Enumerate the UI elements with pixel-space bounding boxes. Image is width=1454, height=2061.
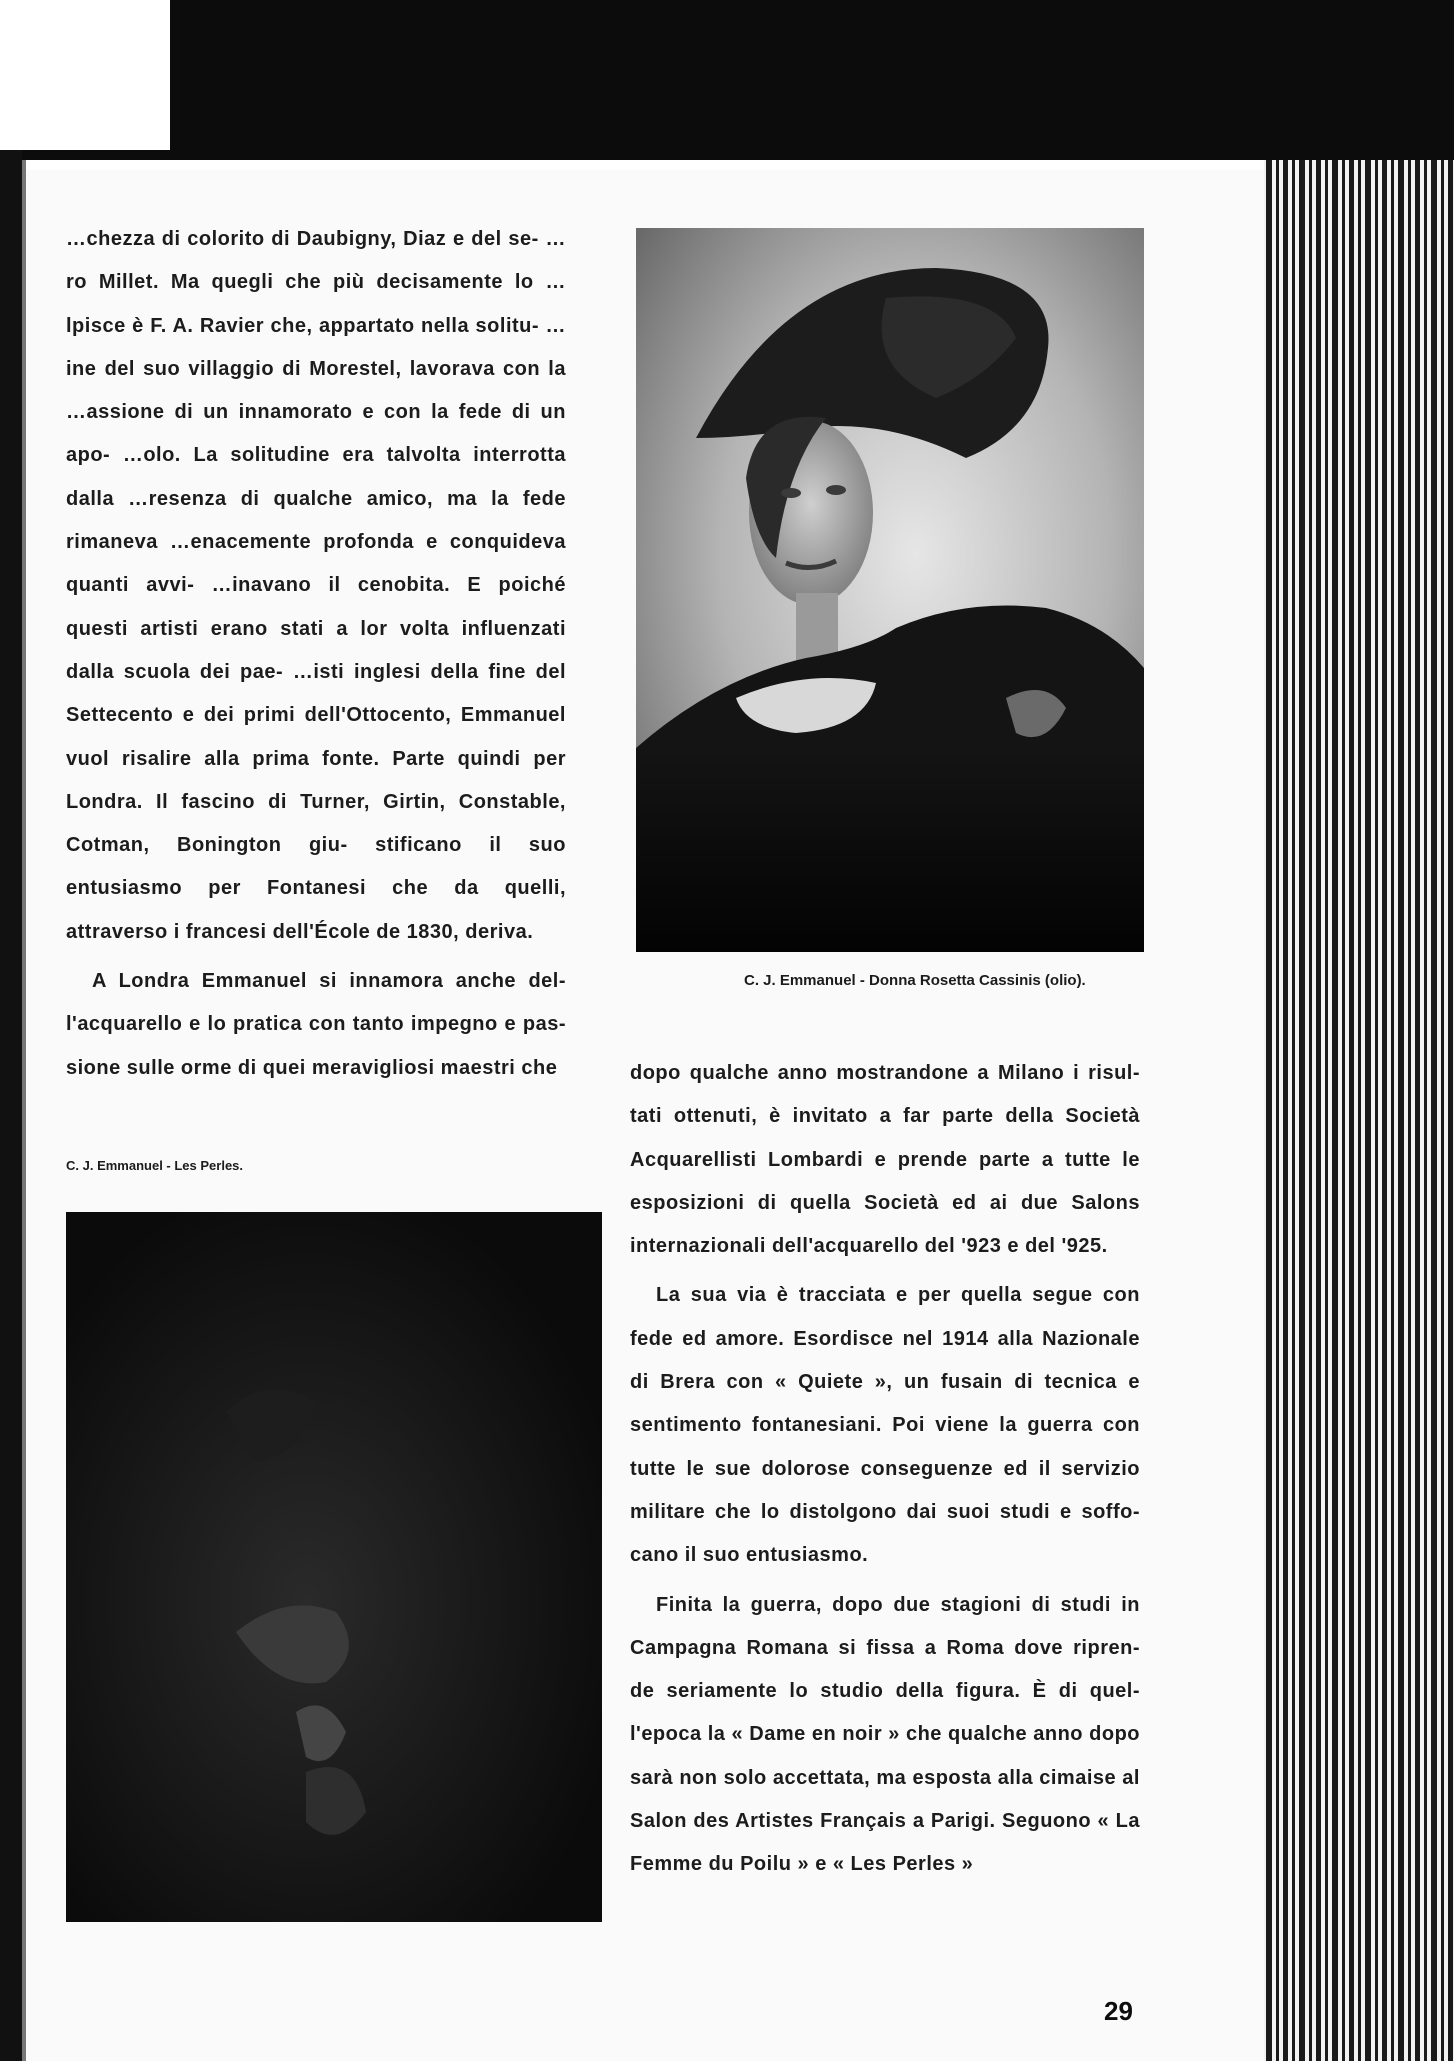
paragraph: dopo qualche anno mostrandone a Milano i risul- tati ottenuti, è invitato a far parte della Società Acquarellisti Lombardi e prende parte a tutte le esposizioni di quella Società ed ai due Salons internazionali dell'acquarello del '923 e del '925. [630, 1062, 1140, 1258]
figure-caption: C. J. Emmanuel - Les Perles. [66, 1158, 244, 1173]
dark-painting [66, 1212, 602, 1922]
left-text-column [66, 218, 566, 1090]
paragraph: Finita la guerra, dopo due stagioni di studi in Campagna Romana si fissa a Roma dove ripren- de seriamente lo studio della figura. È di quel- l'epoca la « Dame en noir » che qualche anno dopo sarà non solo accettata, ma esposta alla cimaise al Salon des Artistes Français a Parigi. Seguono « La Femme du Poilu » e « Les Perles » [630, 1593, 1140, 1876]
book-page-edges [1264, 160, 1454, 2061]
portrait-painting [636, 228, 1144, 952]
scan-top-border [0, 0, 1454, 160]
right-text-column [630, 1052, 1140, 1887]
paragraph: …chezza di colorito di Daubigny, Diaz e del se- …ro Millet. Ma quegli che più decisamente lo …lpisce è F. A. Ravier che, appartato nella solitu- …ine del suo villaggio di Morestel, lavorava con la …assione di un innamorato e con la fede di un apo- …olo. La solitudine era talvolta interrotta dalla …resenza di qualche amico, ma la fede rimaneva …enacemente profonda e conquideva quanti avvi- …inavano il cenobita. E poiché questi artisti erano stati a lor volta influenzati dalla scuola dei pae- …isti inglesi della fine del Settecento e dei primi dell'Ottocento, Emmanuel vuol risalire alla prima fonte. Parte quindi per Londra. Il fascino di Turner, Girtin, Constable, Cotman, Bonington giu- stificano il suo entusiasmo per Fontanesi che da quelli, attraverso i francesi dell'École de 1830, deriva. [66, 228, 566, 943]
figure-caption: C. J. Emmanuel - Donna Rosetta Cassinis (olio). [744, 972, 1086, 989]
dark-painting-image [66, 1212, 602, 1922]
paragraph: La sua via è tracciata e per quella segue con fede ed amore. Esordisce nel 1914 alla Nazionale di Brera con « Quiete », un fusain di tecnica e sentimento fontanesiani. Poi viene la guerra con tutte le sue dolorose conseguenze ed il servizio militare che lo distolgono dai suoi studi e soffo- cano il suo entusiasmo. [630, 1284, 1140, 1567]
page-number: 29 [1104, 1996, 1133, 2026]
scan-left-border [0, 150, 22, 2061]
portrait-painting-image [636, 228, 1144, 952]
scan-corner [0, 0, 170, 150]
paragraph: A Londra Emmanuel si innamora anche del- l'acquarello e lo pratica con tanto impegno e pas- sione sulle orme di quei meravigliosi maestri che [66, 970, 566, 1079]
